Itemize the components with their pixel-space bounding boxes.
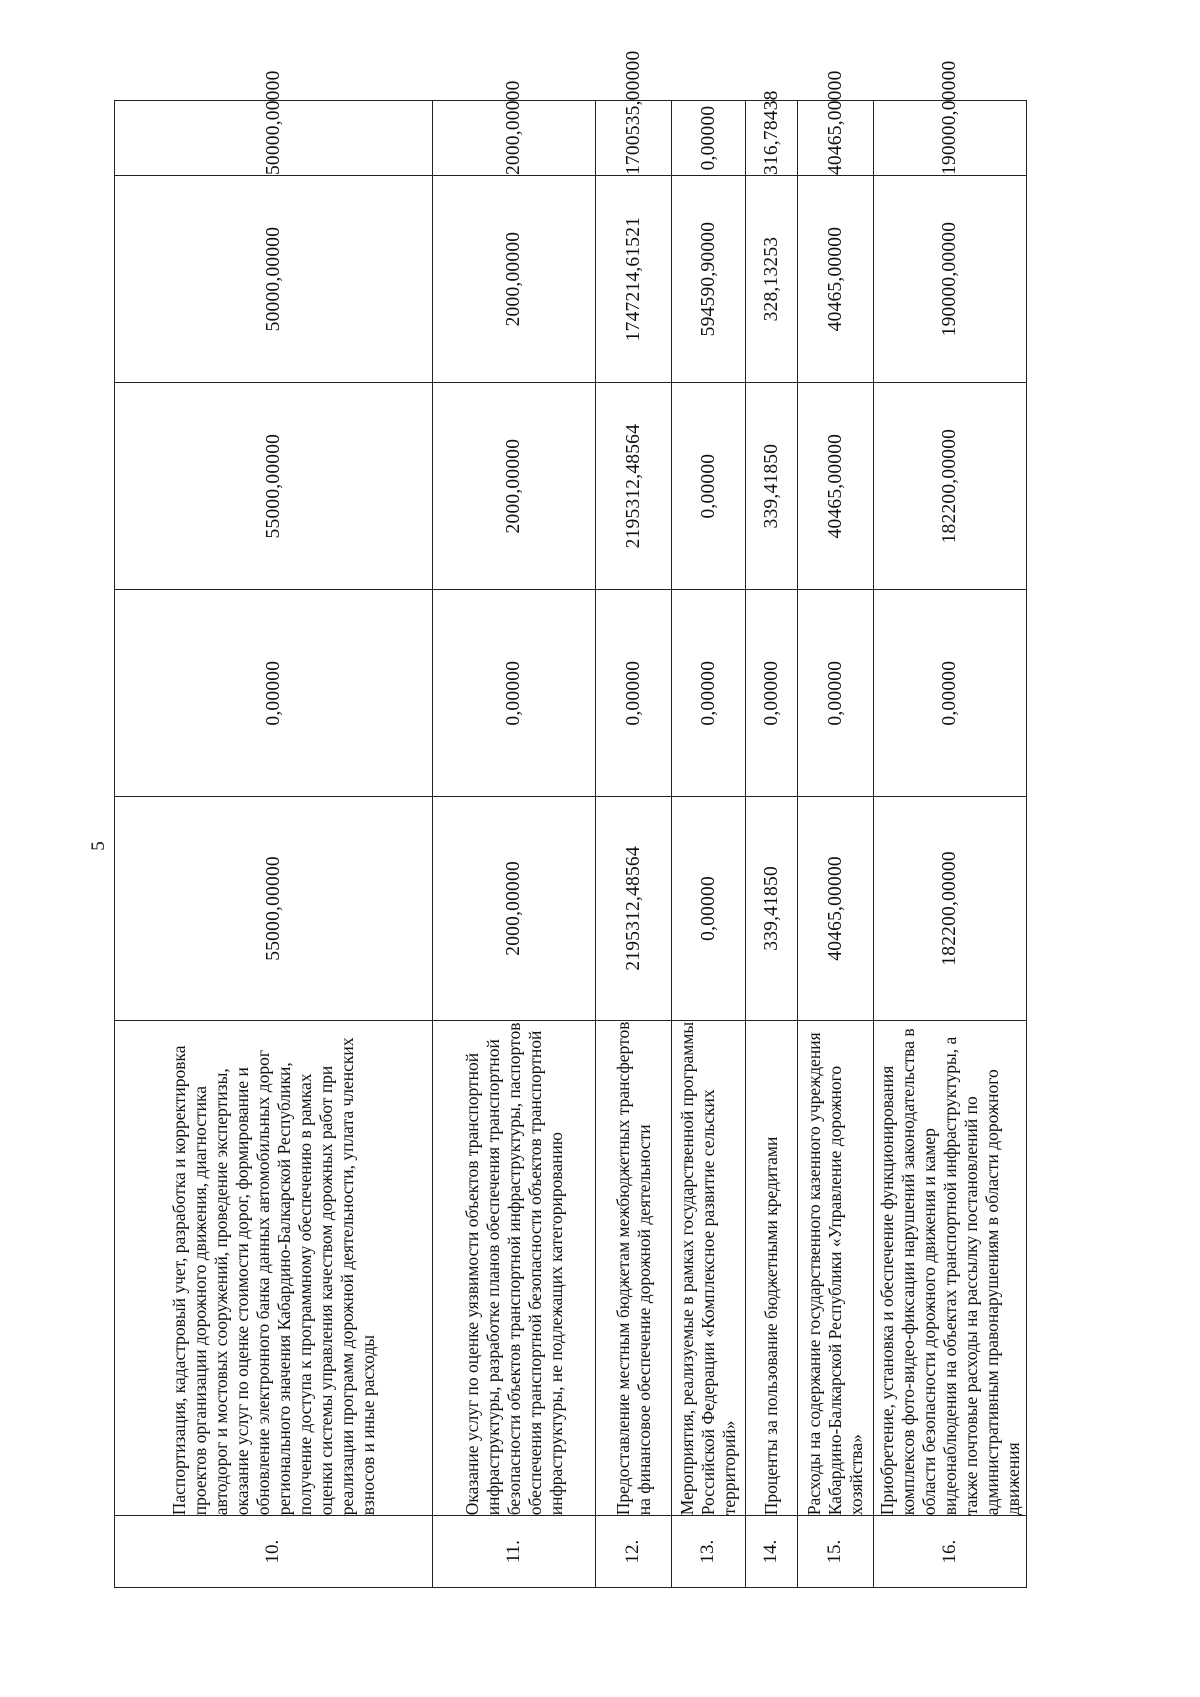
row-value: 328,13253 bbox=[746, 176, 798, 383]
row-description: Приобретение, установка и обеспечение функционирования комплексов фото-видео-фиксации нарушений законодательства в области безопасности дорожного движения и камер видеонаблюдения на объектах транспортной инфраструктуры, а также почтовые расходы на рассылку постановлений по административным правонарушениям в области дорожного движения bbox=[874, 1020, 1027, 1516]
row-value: 0,00000 bbox=[596, 590, 672, 797]
row-value: 2195312,48564 bbox=[596, 383, 672, 590]
row-value: 190000,00000 bbox=[874, 176, 1027, 383]
row-value: 1700535,00000 bbox=[596, 101, 672, 176]
row-value: 0,00000 bbox=[433, 590, 596, 797]
row-value: 0,00000 bbox=[874, 590, 1027, 797]
row-value: 40465,00000 bbox=[798, 383, 874, 590]
row-value: 2000,00000 bbox=[433, 176, 596, 383]
row-value: 0,00000 bbox=[672, 590, 746, 797]
row-value: 0,00000 bbox=[672, 797, 746, 1020]
row-description: Мероприятия, реализуемые в рамках государственной программы Российской Федерации «Комплексное развитие сельских территорий» bbox=[672, 1020, 746, 1516]
row-value: 339,41850 bbox=[746, 797, 798, 1020]
table-row bbox=[596, 101, 672, 1588]
table-row bbox=[433, 101, 596, 1588]
row-value: 1747214,61521 bbox=[596, 176, 672, 383]
row-description: Паспортизация, кадастровый учет, разработка и корректировка проектов организации дорожного движения, диагностика автодорог и мостовых сооружений, проведение экспертизы, оказание услуг по оценке стоимости дорог, формирование и обновление электронного банка данных автомобильных дорог регионального значения Кабардино-Балкарской Республики, получение доступа к программному обеспечению в рамках оценки системы управления качеством дорожных работ при реализации программ дорожной деятельности, уплата членских взносов и иные расходы bbox=[115, 1020, 433, 1516]
row-value: 182200,00000 bbox=[874, 383, 1027, 590]
row-value: 339,41850 bbox=[746, 383, 798, 590]
row-number: 13. bbox=[672, 1516, 746, 1588]
row-number: 11. bbox=[433, 1516, 596, 1588]
table-row bbox=[798, 101, 874, 1588]
budget-table bbox=[114, 50, 1027, 1588]
row-value: 190000,00000 bbox=[874, 101, 1027, 176]
rotated-table-container bbox=[114, 50, 1026, 1588]
row-description: Предоставление местным бюджетам межбюджетных трансфертов на финансовое обеспечение дорожной деятельности bbox=[596, 1020, 672, 1516]
row-number: 12. bbox=[596, 1516, 672, 1588]
row-value: 0,00000 bbox=[798, 590, 874, 797]
row-number: 10. bbox=[115, 1516, 433, 1588]
table-row bbox=[115, 101, 433, 1588]
row-value: 50000,00000 bbox=[115, 176, 433, 383]
row-value: 55000,00000 bbox=[115, 383, 433, 590]
row-number: 14. bbox=[746, 1516, 798, 1588]
row-value: 2000,00000 bbox=[433, 101, 596, 176]
row-value: 40465,00000 bbox=[798, 797, 874, 1020]
page-number: 5 bbox=[88, 841, 109, 851]
row-value: 0,00000 bbox=[746, 590, 798, 797]
row-value: 40465,00000 bbox=[798, 176, 874, 383]
row-value: 0,00000 bbox=[115, 590, 433, 797]
row-number: 16. bbox=[874, 1516, 1027, 1588]
row-description: Проценты за пользование бюджетными кредитами bbox=[746, 1020, 798, 1516]
row-value: 0,00000 bbox=[672, 101, 746, 176]
row-value: 40465,00000 bbox=[798, 101, 874, 176]
row-description: Оказание услуг по оценке уязвимости объектов транспортной инфраструктуры, разработке планов обеспечения транспортной безопасности объектов транспортной инфраструктуры, паспортов обеспечения транспортной безопасности объектов транспортной инфраструктуры, не подлежащих категорированию bbox=[433, 1020, 596, 1516]
row-value: 2000,00000 bbox=[433, 797, 596, 1020]
row-value: 182200,00000 bbox=[874, 797, 1027, 1020]
row-value: 2000,00000 bbox=[433, 383, 596, 590]
row-value: 55000,00000 bbox=[115, 797, 433, 1020]
row-value: 316,78438 bbox=[746, 101, 798, 176]
row-value: 50000,00000 bbox=[115, 101, 433, 176]
row-value: 0,00000 bbox=[672, 383, 746, 590]
row-number: 15. bbox=[798, 1516, 874, 1588]
row-value: 2195312,48564 bbox=[596, 797, 672, 1020]
row-value: 594590,90000 bbox=[672, 176, 746, 383]
table-row bbox=[874, 101, 1027, 1588]
table-row bbox=[746, 101, 798, 1588]
row-description: Расходы на содержание государственного казенного учреждения Кабардино-Балкарской Республики «Управление дорожного хозяйства» bbox=[798, 1020, 874, 1516]
table-row bbox=[672, 101, 746, 1588]
